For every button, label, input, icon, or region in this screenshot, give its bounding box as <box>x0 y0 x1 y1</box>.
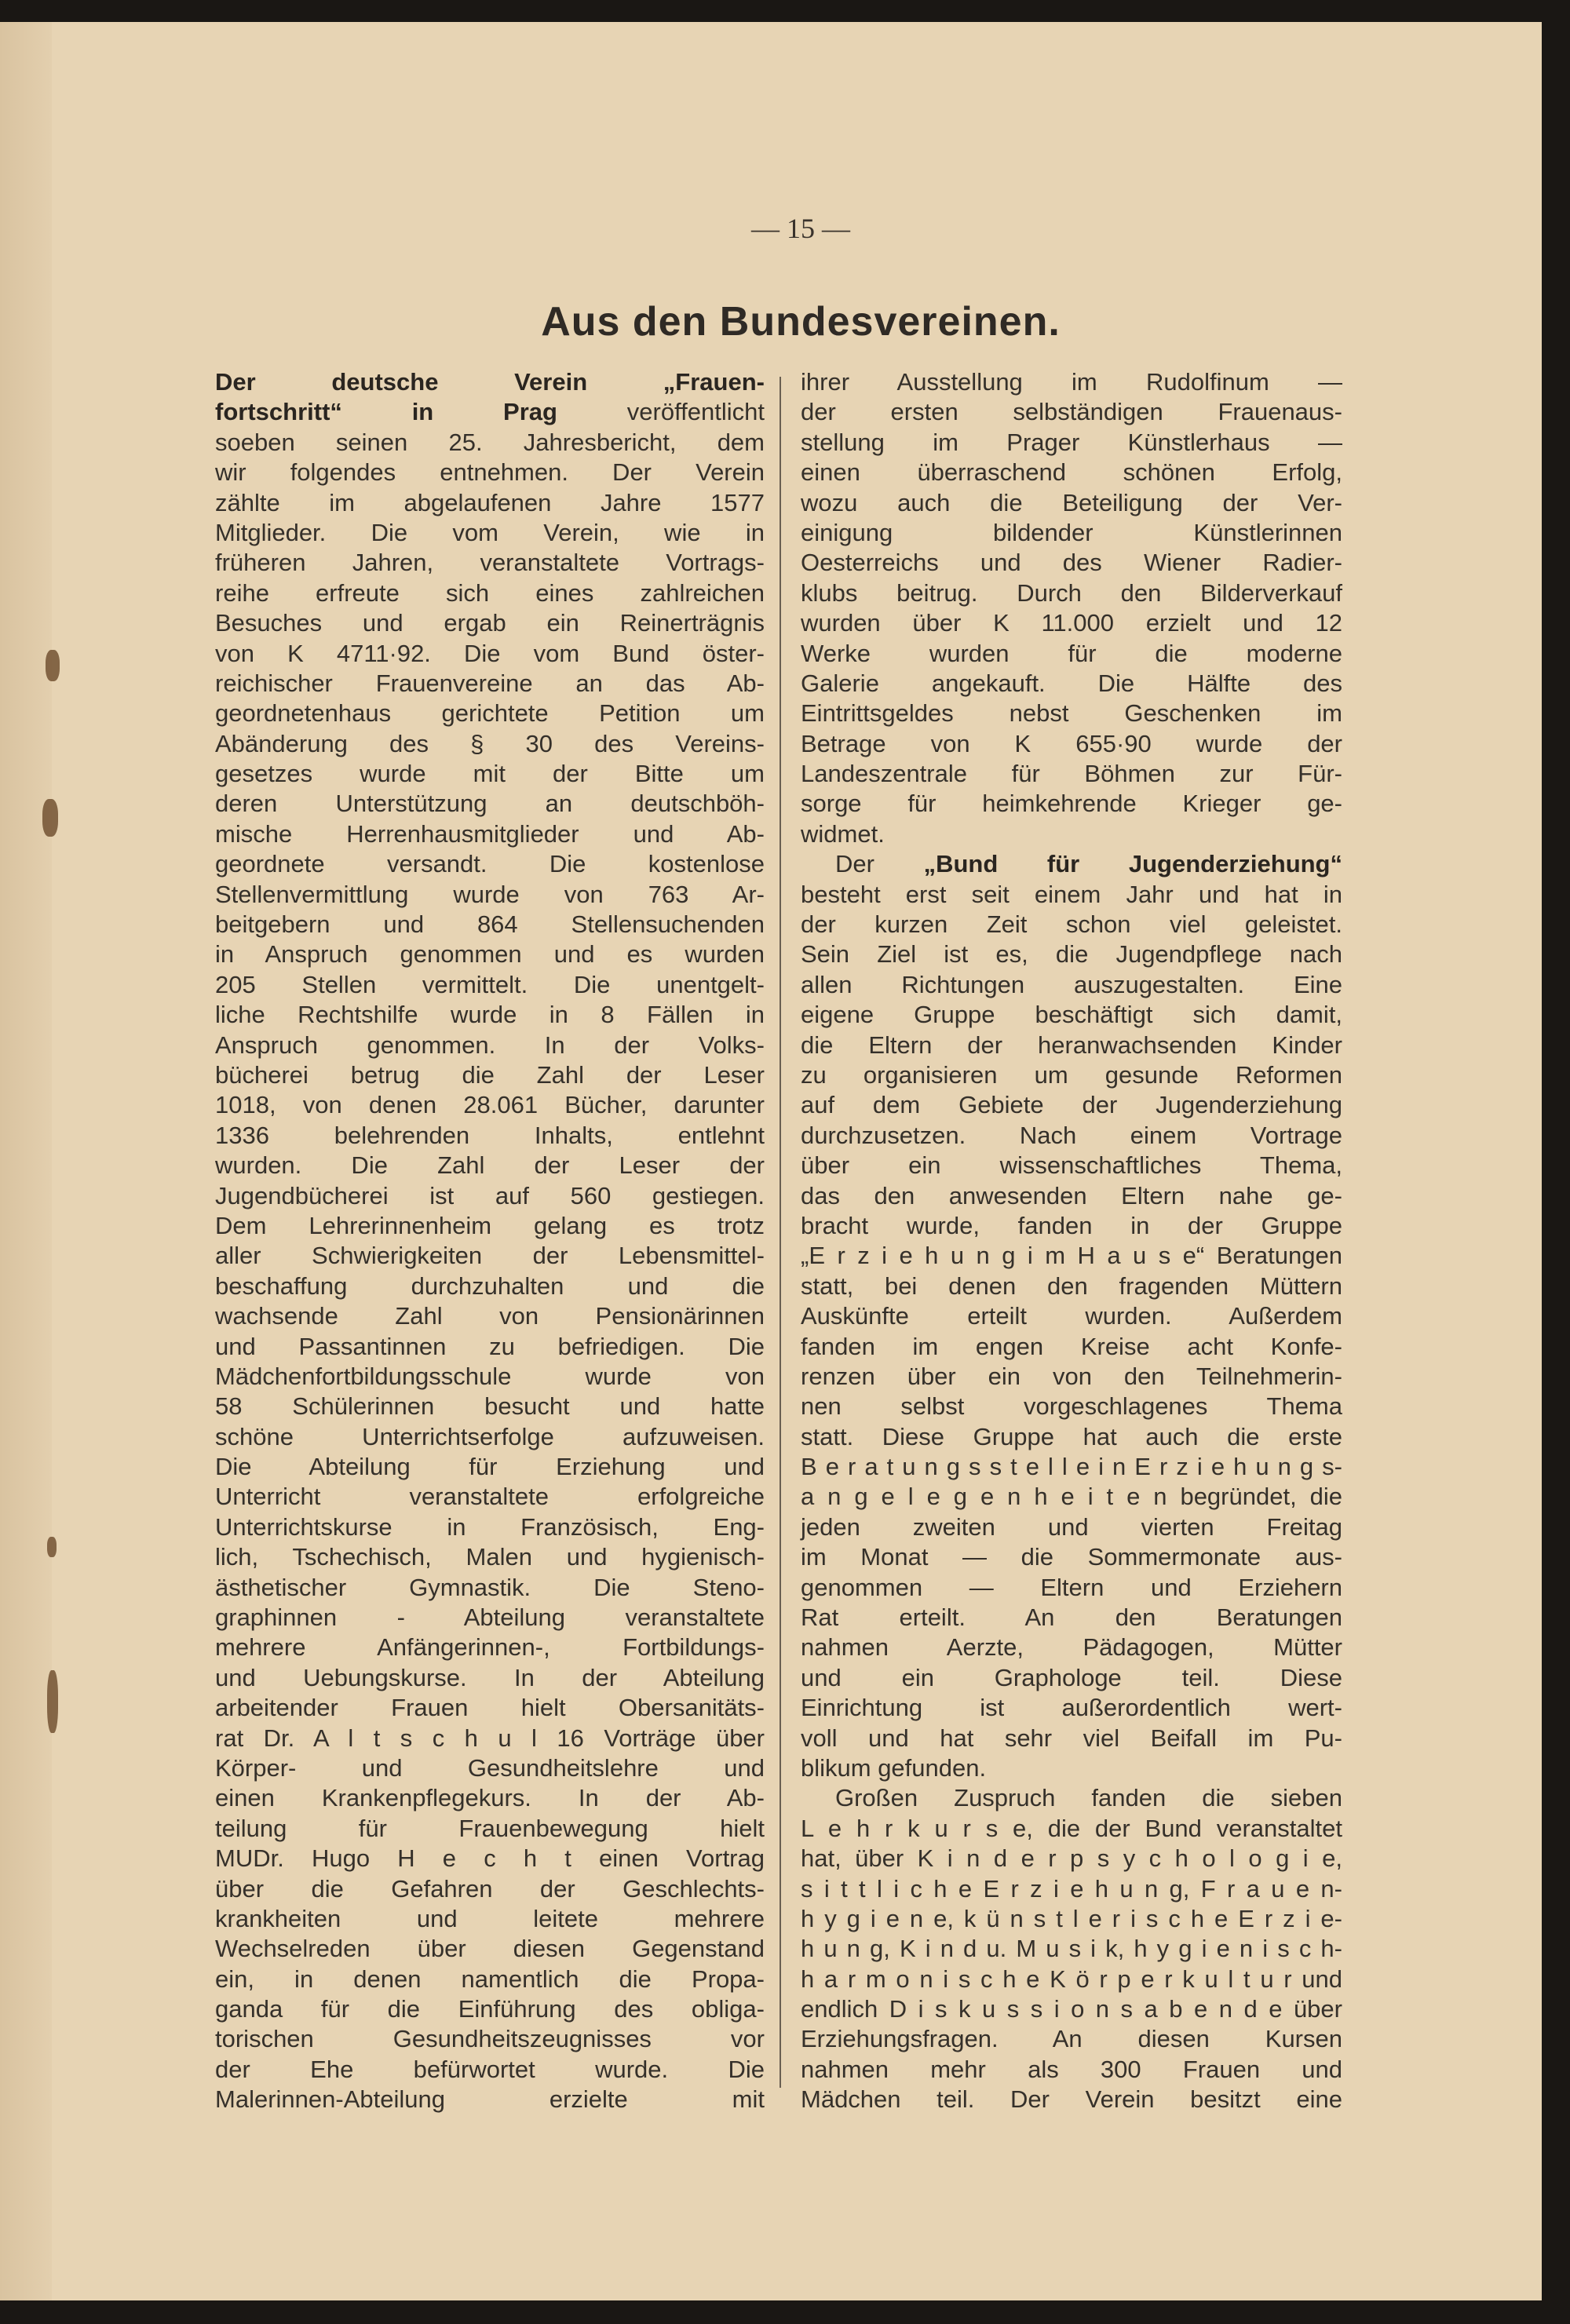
text-line: lich, Tschechisch, Malen und hygienisch- <box>215 1543 765 1571</box>
text-line: Körper- und Gesundheitslehre und <box>215 1753 765 1782</box>
text-line: Betrage von K 655·90 wurde der <box>801 729 1342 757</box>
text-line <box>215 367 765 397</box>
text-line: durchzusetzen. Nach einem Vortrage <box>801 1121 1342 1149</box>
text-line: bracht wurde, fanden in der Gruppe <box>801 1211 1342 1239</box>
text-line: teilung für Frauenbewegung hielt <box>215 1814 765 1842</box>
text-line: auf dem Gebiete der Jugenderziehung <box>801 1091 1342 1119</box>
text-line: Eintrittsgeldes nebst Geschenken im <box>801 699 1342 728</box>
text-line: soeben seinen 25. Jahresbericht, dem <box>215 428 765 456</box>
text-line: Unterricht veranstaltete erfolgreiche <box>215 1483 765 1511</box>
text-line: stellung im Prager Künstlerhaus — <box>801 428 1342 456</box>
text-line: arbeitender Frauen hielt Obersanitäts- <box>215 1694 765 1722</box>
text-line: im Monat — die Sommermonate aus- <box>801 1543 1342 1571</box>
text-line: und ein Graphologe teil. Diese <box>801 1663 1342 1691</box>
text-line: wachsende Zahl von Pensionärinnen <box>215 1302 765 1330</box>
text-line: endlich D i s k u s s i o n s a b e n d e über <box>801 1995 1342 2023</box>
text-line: Malerinnen-Abteilung erzielte mit <box>215 2085 765 2114</box>
text-line: jeden zweiten und vierten Freitag <box>801 1512 1342 1541</box>
text-line: der ersten selbständigen Frauenaus- <box>801 398 1342 426</box>
text-line: voll und hat sehr viel Beifall im Pu- <box>801 1724 1342 1752</box>
text-line: nahmen Aerzte, Pädagogen, Mütter <box>801 1633 1342 1662</box>
text-line: Wechselreden über diesen Gegenstand <box>215 1935 765 1963</box>
text-line: renzen über ein von den Teilnehmerin- <box>801 1362 1342 1390</box>
text-line: über die Gefahren der Geschlechts- <box>215 1874 765 1903</box>
bold-text: fortschritt“ in Prag <box>215 398 557 426</box>
text-line: einen Krankenpflegekurs. In der Ab- <box>215 1784 765 1812</box>
text-line: krankheiten und leitete mehrere <box>215 1904 765 1932</box>
bold-text: „Bund für Jugenderziehung“ <box>923 850 1342 878</box>
text-line: schöne Unterrichtserfolge aufzuweisen. <box>215 1422 765 1450</box>
left-column <box>215 367 765 2115</box>
text-line: besteht erst seit einem Jahr und hat in <box>801 880 1342 908</box>
text-line: 58 Schülerinnen besucht und hatte <box>215 1392 765 1421</box>
text-line: ein, in denen namentlich die Propa- <box>215 1965 765 1993</box>
text-line: zu organisieren um gesunde Reformen <box>801 1060 1342 1089</box>
text-line: rat Dr. A l t s c h u l 16 Vorträge über <box>215 1724 765 1752</box>
text-line: Rat erteilt. An den Beratungen <box>801 1603 1342 1632</box>
text-line: der Ehe befürwortet wurde. Die <box>215 2055 765 2083</box>
text-line: Oesterreichs und des Wiener Radier- <box>801 549 1342 577</box>
text-line: graphinnen - Abteilung veranstaltete <box>215 1603 765 1632</box>
text-line: h u n g, K i n d u. M u s i k, h y g i e n i s c h- <box>801 1935 1342 1963</box>
text-line: a n g e l e g e n h e i t e n begründet, die <box>801 1483 1342 1511</box>
text-line: in Anspruch genommen und es wurden <box>215 940 765 969</box>
text-line: Der „Bund für Jugenderziehung“ <box>835 850 1342 878</box>
text-line: Abänderung des § 30 des Vereins- <box>215 729 765 757</box>
paper-stain <box>47 1670 58 1733</box>
text-line: Anspruch genommen. In der Volks- <box>215 1031 765 1059</box>
text-line: mehrere Anfängerinnen-, Fortbildungs- <box>215 1633 765 1662</box>
text-line: genommen — Eltern und Erziehern <box>801 1573 1342 1601</box>
text-line: statt. Diese Gruppe hat auch die erste <box>801 1422 1342 1450</box>
text-line: liche Rechtshilfe wurde in 8 Fällen in <box>215 1001 765 1029</box>
text-line: Auskünfte erteilt wurden. Außerdem <box>801 1302 1342 1330</box>
text-line: h a r m o n i s c h e K ö r p e r k u l t u r und <box>801 1965 1342 1993</box>
text-line: das den anwesenden Eltern nahe ge- <box>801 1181 1342 1209</box>
text-line: s i t t l i c h e E r z i e h u n g, F r a u e n- <box>801 1874 1342 1903</box>
text-line: Mädchen teil. Der Verein besitzt eine <box>801 2085 1342 2114</box>
text-line: Landeszentrale für Böhmen zur Für- <box>801 760 1342 788</box>
text-line: h y g i e n e, k ü n s t l e r i s c h e E r z i e- <box>801 1904 1342 1932</box>
text-line: 1336 belehrenden Inhalts, entlehnt <box>215 1121 765 1149</box>
text-line: Einrichtung ist außerordentlich wert- <box>801 1694 1342 1722</box>
text-line: Galerie angekauft. Die Hälfte des <box>801 669 1342 697</box>
right-column <box>801 367 1342 2115</box>
text-line: fortschritt“ in Prag veröffentlicht <box>215 398 765 426</box>
article-title: Aus den Bundesvereinen. <box>541 299 1061 345</box>
text-line: wurden über K 11.000 erzielt und 12 <box>801 609 1342 637</box>
text-line: L e h r k u r s e, die der Bund veranstaltet <box>801 1814 1342 1842</box>
text-line: MUDr. Hugo H e c h t einen Vortrag <box>215 1844 765 1873</box>
text-line: deren Unterstützung an deutschböh- <box>215 790 765 818</box>
text-line: wurden. Die Zahl der Leser der <box>215 1151 765 1180</box>
text-line: von K 4711·92. Die vom Bund öster- <box>215 639 765 667</box>
text-line: bücherei betrug die Zahl der Leser <box>215 1060 765 1089</box>
text-line: einigung bildender Künstlerinnen <box>801 518 1342 546</box>
text-line: Die Abteilung für Erziehung und <box>215 1453 765 1481</box>
text-line: der kurzen Zeit schon viel geleistet. <box>801 910 1342 939</box>
text-line: B e r a t u n g s s t e l l e i n E r z i e h u n g s- <box>801 1453 1342 1481</box>
text-line: nen selbst vorgeschlagenes Thema <box>801 1392 1342 1421</box>
text-line: reichischer Frauenvereine an das Ab- <box>215 669 765 697</box>
text-line: Erziehungsfragen. An diesen Kursen <box>801 2025 1342 2053</box>
paper-stain <box>42 799 58 837</box>
text-line: und Uebungskurse. In der Abteilung <box>215 1663 765 1691</box>
text-line: Besuches und ergab ein Reinerträgnis <box>215 609 765 637</box>
text-line: torischen Gesundheitszeugnisses vor <box>215 2025 765 2053</box>
text-line: geordnetenhaus gerichtete Petition um <box>215 699 765 728</box>
text-line: Dem Lehrerinnenheim gelang es trotz <box>215 1211 765 1239</box>
text-line: klubs beitrug. Durch den Bilderverkauf <box>801 578 1342 607</box>
text-line: allen Richtungen auszugestalten. Eine <box>801 970 1342 998</box>
text-line: blikum gefunden. <box>801 1753 987 1782</box>
text-line: wir folgendes entnehmen. Der Verein <box>215 458 765 487</box>
text-line: sorge für heimkehrende Krieger ge- <box>801 790 1342 818</box>
text-line: Sein Ziel ist es, die Jugendpflege nach <box>801 940 1342 969</box>
text-line: zählte im abgelaufenen Jahre 1577 <box>215 488 765 516</box>
text-line: aller Schwierigkeiten der Lebensmittel- <box>215 1242 765 1270</box>
text-line: Jugendbücherei ist auf 560 gestiegen. <box>215 1181 765 1209</box>
text-line: früheren Jahren, veranstaltete Vortrags- <box>215 549 765 577</box>
text-line: Unterrichtskurse in Französisch, Eng- <box>215 1512 765 1541</box>
text-line: reihe erfreute sich eines zahlreichen <box>215 578 765 607</box>
text-line: beitgebern und 864 Stellensuchenden <box>215 910 765 939</box>
paper-stain <box>46 650 60 681</box>
text-line: eigene Gruppe beschäftigt sich damit, <box>801 1001 1342 1029</box>
text-line: Mitglieder. Die vom Verein, wie in <box>215 518 765 546</box>
text-line: einen überraschend schönen Erfolg, <box>801 458 1342 487</box>
text-line: Großen Zuspruch fanden die sieben <box>835 1784 1342 1812</box>
text-line: Werke wurden für die moderne <box>801 639 1342 667</box>
text-line: hat, über K i n d e r p s y c h o l o g i e, <box>801 1844 1342 1873</box>
text-line: statt, bei denen den fragenden Müttern <box>801 1271 1342 1300</box>
text-line: ihrer Ausstellung im Rudolfinum — <box>801 368 1342 396</box>
text-line: wozu auch die Beteiligung der Ver- <box>801 488 1342 516</box>
text-line: „E r z i e h u n g i m H a u s e“ Beratungen <box>801 1242 1342 1270</box>
paper-stain <box>47 1537 57 1557</box>
text-line: fanden im engen Kreise acht Konfe- <box>801 1332 1342 1360</box>
binding-edge <box>0 22 52 2300</box>
column-divider <box>780 377 781 2088</box>
text-line: ästhetischer Gymnastik. Die Steno- <box>215 1573 765 1601</box>
text-line: über ein wissenschaftliches Thema, <box>801 1151 1342 1180</box>
text-line: mische Herrenhausmitglieder und Ab- <box>215 819 765 848</box>
text-line: und Passantinnen zu befriedigen. Die <box>215 1332 765 1360</box>
text-line: widmet. <box>801 819 885 848</box>
text-line: beschaffung durchzuhalten und die <box>215 1271 765 1300</box>
text-line: 1018, von denen 28.061 Bücher, darunter <box>215 1091 765 1119</box>
text-line: die Eltern der heranwachsenden Kinder <box>801 1031 1342 1059</box>
text-line: ganda für die Einführung des obliga- <box>215 1995 765 2023</box>
page-number: — 15 — <box>751 213 850 244</box>
bold-text: Der deutsche Verein „Frauen- <box>215 368 765 396</box>
text-line: geordnete versandt. Die kostenlose <box>215 850 765 878</box>
text-line: gesetzes wurde mit der Bitte um <box>215 760 765 788</box>
text-line: Stellenvermittlung wurde von 763 Ar- <box>215 880 765 908</box>
text-line: nahmen mehr als 300 Frauen und <box>801 2055 1342 2083</box>
text-line: 205 Stellen vermittelt. Die unentgelt- <box>215 970 765 998</box>
text-line: Mädchenfortbildungsschule wurde von <box>215 1362 765 1390</box>
